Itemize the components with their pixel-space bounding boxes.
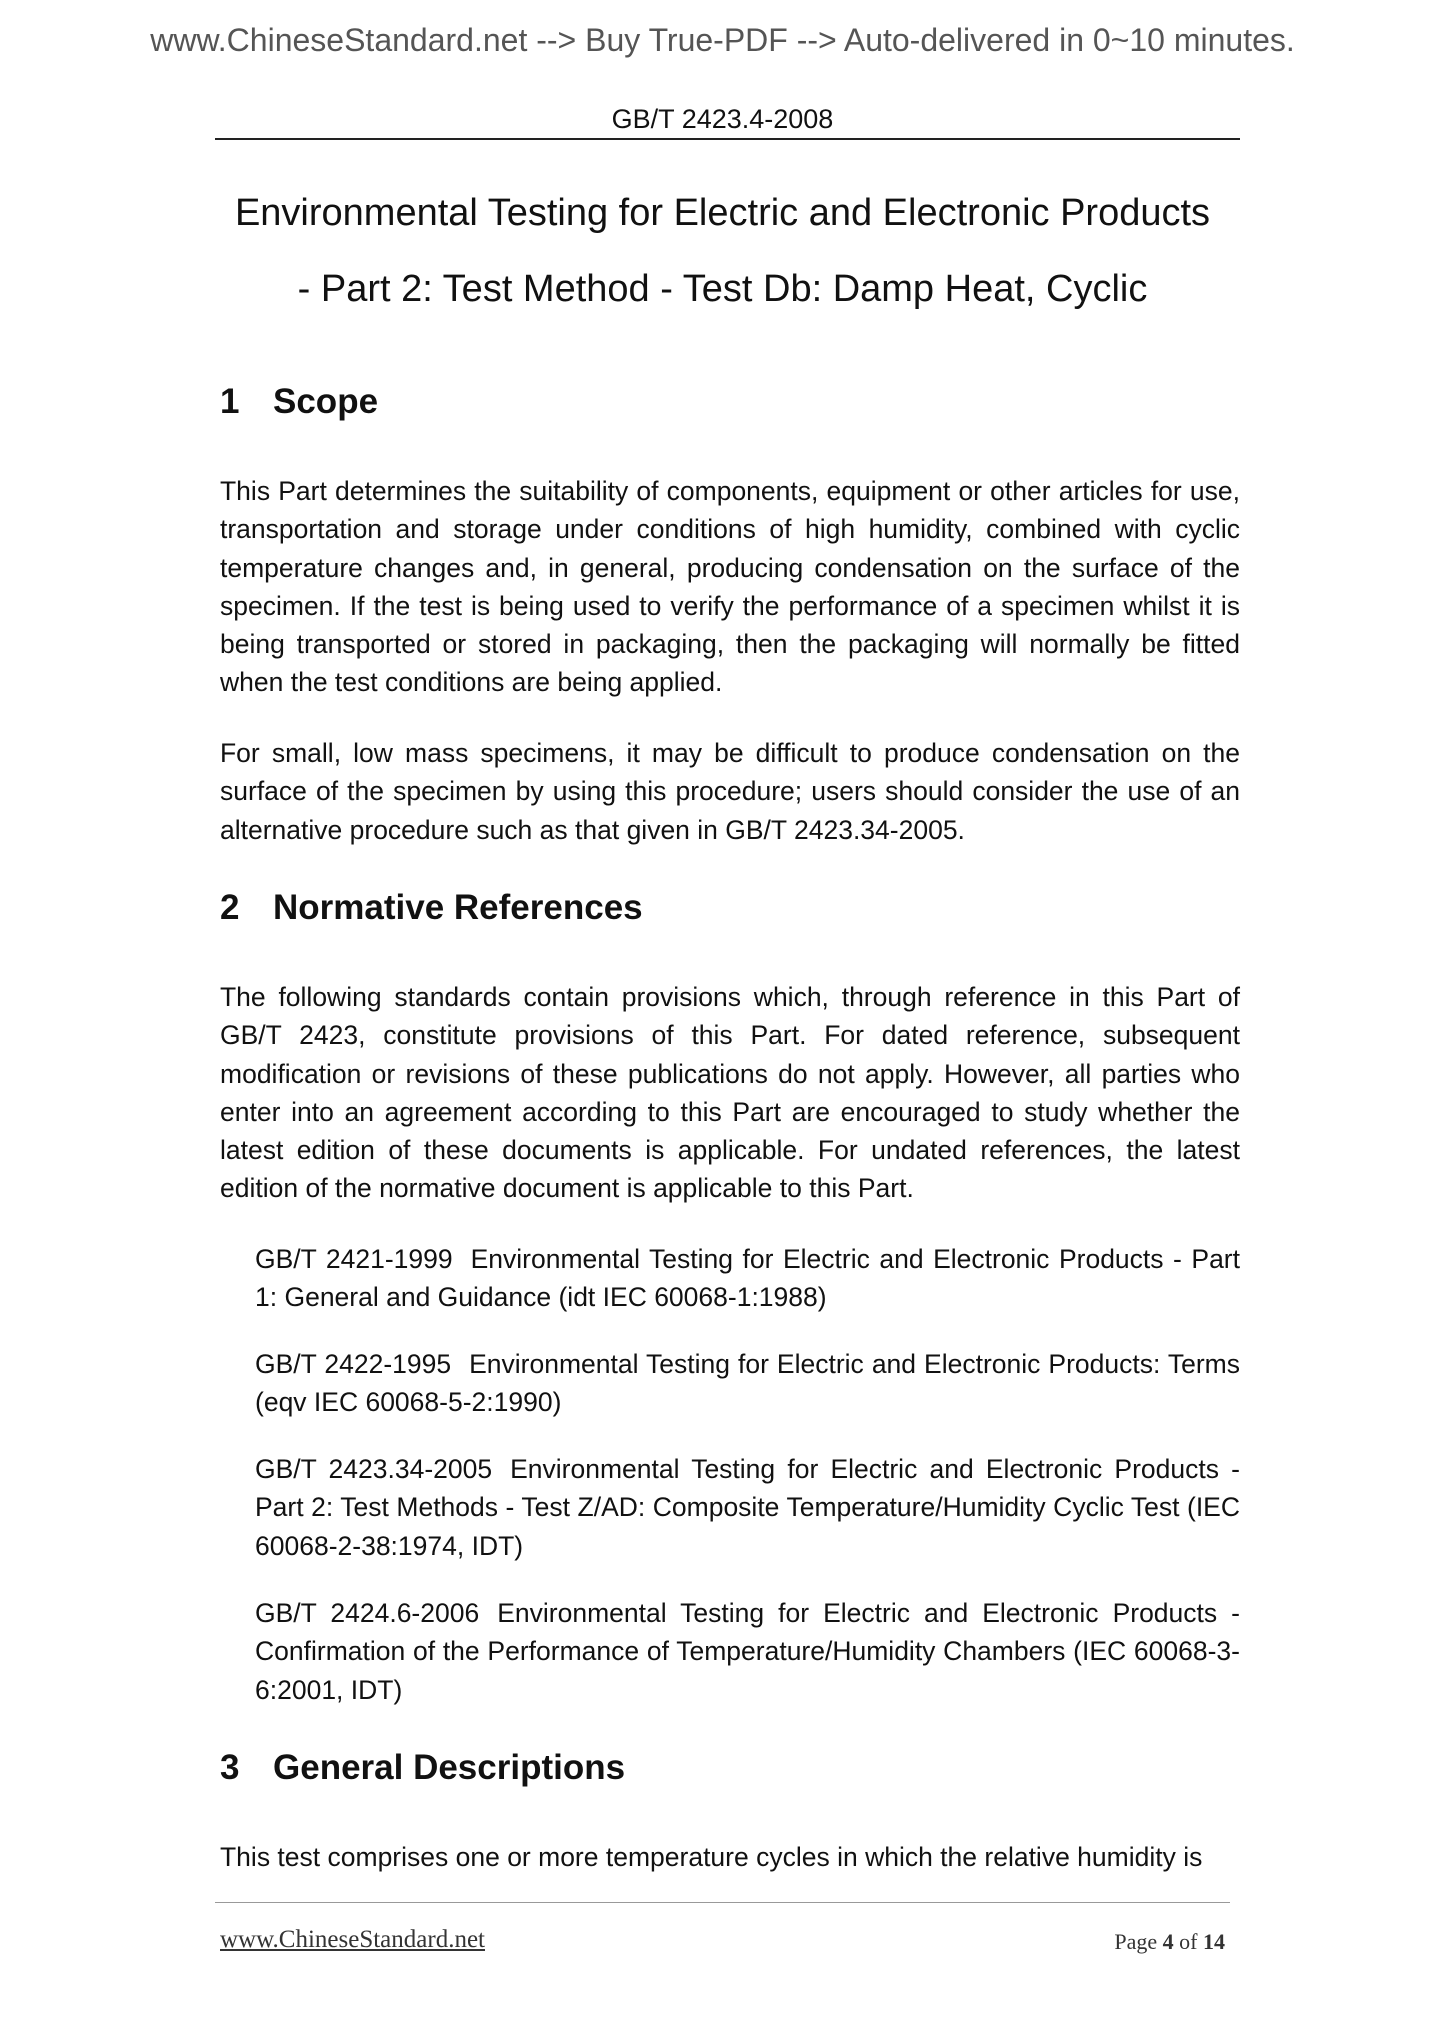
reference-title: Environmental Testing for Electric and Electronic Products - Part 2: Test Methods - Test Z/AD: Composite Temperature/Humidity Cyclic Test (IEC 60068-2-38:1974, IDT) [255,1454,1240,1561]
scope-paragraph-1: This Part determines the suitability of components, equipment or other articles for use, transportation and storage under conditions of high humidity, combined with cyclic temperature changes and, in general, producing condensation on the surface of the specimen. If the test is being used to verify the performance of a specimen whilst it is being transported or stored in packaging, then the packaging will normally be fitted when the test conditions are being applied. [220,476,1240,698]
page-total: 14 [1203,1929,1225,1954]
reference-title: Environmental Testing for Electric and Electronic Products: Terms (eqv IEC 60068-5-2:1990) [255,1349,1240,1418]
page-of: of [1179,1929,1198,1954]
section-number: 1 [220,382,240,421]
reference-code: GB/T 2423.34-2005 [255,1454,493,1484]
footer-website-link[interactable]: www.ChineseStandard.net [220,1926,485,1953]
reference-title: Environmental Testing for Electric and Electronic Products - Part 1: General and Guidance (idt IEC 60068-1:1988) [255,1244,1240,1313]
footer-divider [215,1902,1230,1903]
reference-title: Environmental Testing for Electric and Electronic Products - Confirmation of the Performance of Temperature/Humidity Chambers (IEC 60068-3-6:2001, IDT) [255,1598,1240,1705]
reference-item [255,1345,1240,1422]
top-banner[interactable]: www.ChineseStandard.net --> Buy True-PDF --> Auto-delivered in 0~10 minutes. [150,22,1295,58]
section-title: General Descriptions [273,1748,626,1787]
page-current: 4 [1162,1929,1174,1954]
reference-item [255,1450,1240,1565]
document-title-line-1: Environmental Testing for Electric and Electronic Products [234,192,1211,234]
document-title-line-2: - Part 2: Test Method - Test Db: Damp Heat, Cyclic [297,268,1148,310]
reference-code: GB/T 2421-1999 [255,1244,453,1274]
reference-item [255,1240,1240,1317]
header-divider [215,138,1240,140]
section-heading-scope [220,382,378,422]
reference-code: GB/T 2424.6-2006 [255,1598,480,1628]
section-heading-general-descriptions [220,1748,625,1788]
scope-paragraph-2: For small, low mass specimens, it may be difficult to produce condensation on the surface of the specimen by using this procedure; users should consider the use of an alternative procedure such as that given in GB/T 2423.34-2005. [220,738,1240,845]
section-title: Scope [273,382,379,421]
page-prefix: Page [1114,1929,1158,1954]
reference-item [255,1594,1240,1709]
normative-intro-paragraph: The following standards contain provisions which, through reference in this Part of GB/T 2423, constitute provisions of this Part. For dated reference, subsequent modification or revisions of these publications do not apply. However, all parties who enter into an agreement according to this Part are encouraged to study whether the latest edition of these documents is applicable. For undated references, the latest edition of the normative document is applicable to this Part. [220,982,1240,1204]
section-title: Normative References [273,888,643,927]
section-number: 3 [220,1748,240,1787]
section-heading-normative-references [220,888,643,928]
reference-code: GB/T 2422-1995 [255,1349,452,1379]
document-code: GB/T 2423.4-2008 [611,104,834,134]
page-number [1114,1929,1225,1955]
general-paragraph-1: This test comprises one or more temperature cycles in which the relative humidity is [220,1842,1203,1872]
section-number: 2 [220,888,240,927]
